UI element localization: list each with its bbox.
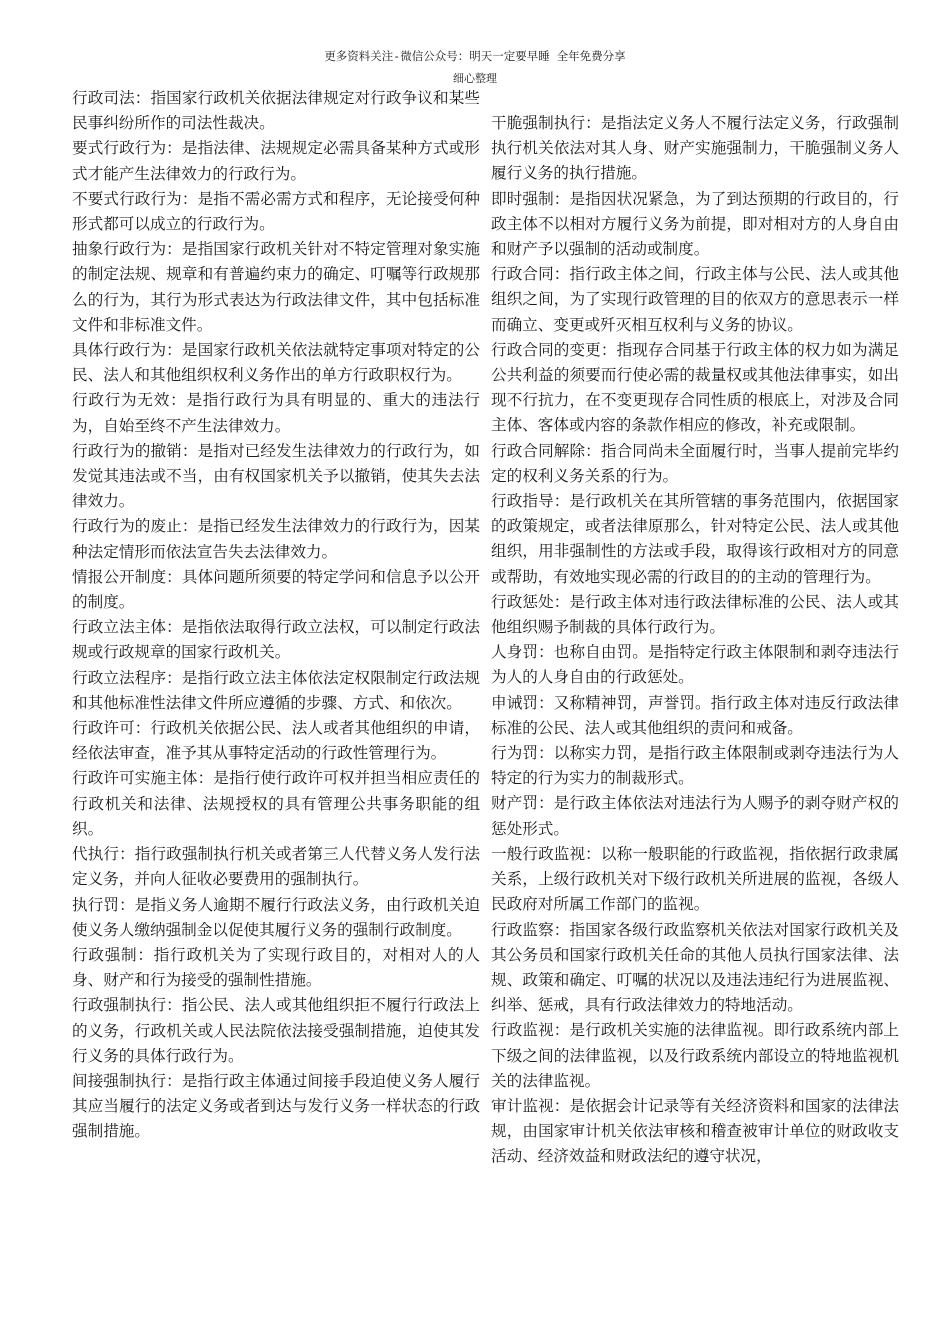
header-subtitle: 细心整理	[453, 72, 497, 85]
term-paragraph: 间接强制执行：是指行政主体通过间接手段迫使义务人履行其应当履行的法定义务或者到达与发行义务一样状态的行政强制措施。	[72, 1071, 480, 1141]
term-paragraph: 行政指导：是行政机关在其所管辖的事务范围内，依据国家的政策规定，或者法律原那么，针对特定公民、法人或其他组织，用非强制性的方法或手段，取得该行政相对方的同意或帮助，有效地实现必需的行政目的的主动的管理行为。	[491, 492, 899, 586]
term-paragraph: 行为罚：以称实力罚，是指行政主体限制或剥夺违法行为人特定的行为实力的制裁形式。	[491, 744, 899, 788]
term-paragraph: 不要式行政行为：是指不需必需方式和程序，无论接受何种形式都可以成立的行政行为。	[72, 189, 480, 234]
term-paragraph: 财产罚：是行政主体依法对违法行为人赐予的剥夺财产权的惩处形式。	[491, 794, 899, 838]
term-paragraph: 行政行为的撤销：是指对已经发生法律效力的行政行为，如发觉其违法或不当，由有权国家机关予以撤销，使其失去法律效力。	[72, 441, 480, 511]
term-paragraph: 行政合同：指行政主体之间，行政主体与公民、法人或其他组织之间，为了实现行政管理的目的依双方的意思表示一样而确立、变更或歼灭相互权利与义务的协议。	[491, 265, 899, 334]
term-paragraph: 行政许可：行政机关依据公民、法人或者其他组织的申请，经依法审查，准予其从事特定活动的行政性管理行为。	[72, 719, 480, 763]
term-paragraph: 行政许可实施主体：是指行使行政许可权并担当相应责任的行政机关和法律、法规授权的具有管理公共事务职能的组织。	[72, 769, 480, 838]
term-paragraph: 申诫罚：又称精神罚，声誉罚。指行政主体对违反行政法律标准的公民、法人或其他组织的责问和戒备。	[491, 693, 899, 737]
term-paragraph: 执行罚：是指义务人逾期不履行行政法义务，由行政机关迫使义务人缴纳强制金以促使其履行义务的强制行政制度。	[72, 895, 480, 939]
term-paragraph: 审计监视：是依据会计记录等有关经济资料和国家的法律法规，由国家审计机关依法审核和稽查被审计单位的财政收支活动、经济效益和财政法纪的遵守状况，	[491, 1096, 899, 1166]
term-paragraph: 行政行为的废止：是指已经发生法律效力的行政行为，因某种法定情形而依法宣告失去法律效力。	[72, 517, 480, 561]
term-paragraph: 要式行政行为：是指法律、法规规定必需具备某种方式或形式才能产生法律效力的行政行为。	[72, 139, 480, 183]
term-paragraph: 行政强制执行：指公民、法人或其他组织拒不履行行政法上的义务，行政机关或人民法院依法接受强制措施，迫使其发行义务的具体行政行为。	[72, 996, 480, 1065]
term-paragraph: 行政立法程序：是指行政立法主体依法定权限制定行政法规和其他标准性法律文件所应遵循的步骤、方式、和依次。	[72, 668, 480, 712]
term-paragraph: 具体行政行为：是国家行政机关依法就特定事项对特定的公民、法人和其他组织权利义务作出的单方行政职权行为。	[72, 341, 480, 385]
term-paragraph: 一般行政监视：以称一般职能的行政监视，指依据行政隶属关系，上级行政机关对下级行政机关所进展的监视，各级人民政府对所属工作部门的监视。	[491, 844, 899, 914]
term-paragraph: 情报公开制度：具体问题所须要的特定学问和信息予以公开的制度。	[72, 567, 480, 612]
term-paragraph: 行政惩处：是行政主体对违行政法律标准的公民、法人或其他组织赐予制裁的具体行政行为。	[491, 592, 899, 637]
term-paragraph: 行政合同解除：指合同尚未全面履行时，当事人提前完毕约定的权利义务关系的行为。	[491, 441, 899, 485]
term-paragraph: 人身罚：也称自由罚。是指特定行政主体限制和剥夺违法行为人的人身自由的行政惩处。	[491, 643, 899, 687]
term-paragraph: 行政合同的变更：指现存合同基于行政主体的权力如为满足公共利益的须要而行使必需的裁量权或其他法律事实，如出现不行抗力，在不变更现存合同性质的根底上，对涉及合同主体、客体或内容的条款作相应的修改，补充或限制。	[491, 340, 899, 435]
header-notice: 更多资料关注-微信公众号：明天一定要早睡 全年免费分享	[324, 49, 626, 63]
left-column	[72, 86, 480, 1145]
term-paragraph: 行政监视：是行政机关实施的法律监视。即行政系统内部上下级之间的法律监视，以及行政系统内部设立的特地监视机关的法律监视。	[491, 1021, 899, 1090]
term-paragraph: 代执行：指行政强制执行机关或者第三人代替义务人发行法定义务，并向人征收必要费用的强制执行。	[72, 845, 480, 889]
term-paragraph: 抽象行政行为：是指国家行政机关针对不特定管理对象实施的制定法规、规章和有普遍约束力的确定、叮嘱等行政规那么的行为，其行为形式表达为行政法律文件，其中包括标准文件和非标准文件。	[72, 240, 480, 334]
term-paragraph: 行政行为无效：是指行政行为具有明显的、重大的违法行为，自始至终不产生法律效力。	[72, 391, 480, 435]
term-paragraph: 行政立法主体：是指依法取得行政立法权，可以制定行政法规或行政规章的国家行政机关。	[72, 618, 480, 662]
term-paragraph: 行政强制：指行政机关为了实现行政目的，对相对人的人身、财产和行为接受的强制性措施。	[72, 945, 480, 990]
term-paragraph: 行政监察：指国家各级行政监察机关依法对国家行政机关及其公务员和国家行政机关任命的其他人员执行国家法律、法规、政策和确定、叮嘱的状况以及违法违纪行为进展监视、纠举、惩戒，具有行政法律效力的特地活动。	[491, 920, 899, 1015]
term-paragraph: 行政司法：指国家行政机关依据法律规定对行政争议和某些民事纠纷所作的司法性裁决。	[72, 89, 480, 133]
right-column	[491, 111, 899, 1170]
term-paragraph: 干脆强制执行：是指法定义务人不履行法定义务，行政强制执行机关依法对其人身、财产实施强制力，干脆强制义务人履行义务的执行措施。	[491, 114, 899, 183]
term-paragraph: 即时强制：是指因状况紧急，为了到达预期的行政目的，行政主体不以相对方履行义务为前提，即对相对方的人身自由和财产予以强制的活动或制度。	[491, 189, 899, 259]
